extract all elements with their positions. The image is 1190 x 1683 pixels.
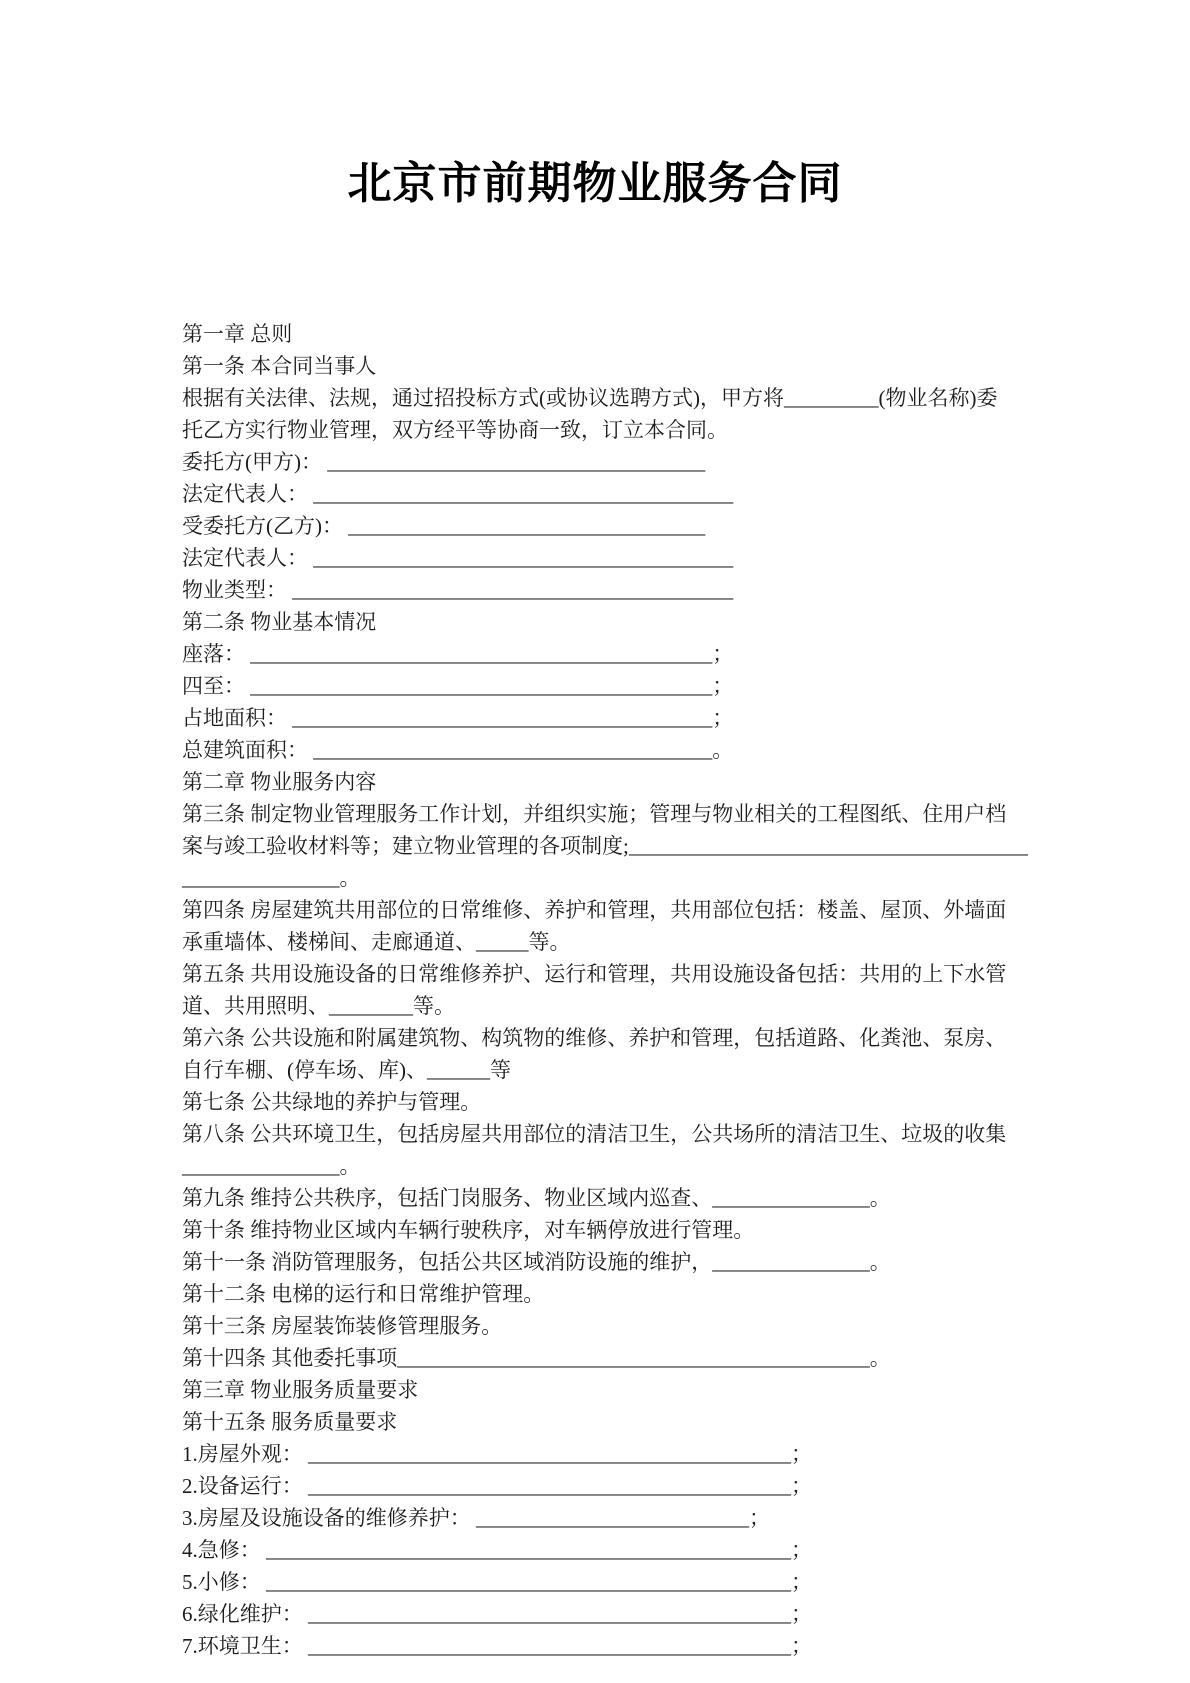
contract-line: _______________。 — [182, 866, 361, 890]
contract-line: 1.房屋外观： ______________________________________________； — [182, 1442, 812, 1466]
contract-line: 6.绿化维护： ______________________________________________； — [182, 1602, 812, 1626]
contract-line: 第八条 公共环境卫生，包括房屋共用部位的清洁卫生，公共场所的清洁卫生、垃圾的收集 — [182, 1122, 1007, 1146]
contract-line: 受委托方(乙方)： __________________________________ — [182, 514, 706, 538]
contract-line: 四至： ____________________________________________； — [182, 674, 734, 698]
contract-line: 承重墙体、楼梯间、走廊通道、_____等。 — [182, 930, 571, 954]
contract-line: 第二章 物业服务内容 — [182, 770, 377, 794]
contract-line: 根据有关法律、法规，通过招投标方式(或协议选聘方式)，甲方将_________(物业名称)委 — [182, 386, 998, 410]
contract-line: 第三章 物业服务质量要求 — [182, 1378, 419, 1402]
contract-line: 自行车棚、(停车场、库)、______等 — [182, 1058, 511, 1082]
contract-line: 3.房屋及设施设备的维修养护： __________________________； — [182, 1506, 770, 1530]
contract-line: 第七条 公共绿地的养护与管理。 — [182, 1090, 482, 1114]
contract-line: 座落： ____________________________________________； — [182, 642, 734, 666]
contract-line: _______________。 — [182, 1154, 361, 1178]
contract-line: 道、共用照明、________等。 — [182, 994, 455, 1018]
contract-line: 第三条 制定物业管理服务工作计划，并组织实施；管理与物业相关的工程图纸、住用户档 — [182, 802, 1007, 826]
contract-line: 4.急修： __________________________________________________； — [182, 1538, 812, 1562]
contract-line: 占地面积： ________________________________________； — [182, 706, 734, 730]
contract-line: 托乙方实行物业管理，双方经平等协商一致，订立本合同。 — [182, 418, 728, 442]
contract-line: 第六条 公共设施和附属建筑物、构筑物的维修、养护和管理，包括道路、化粪池、泵房、 — [182, 1026, 1007, 1050]
contract-line: 第九条 维持公共秩序，包括门岗服务、物业区域内巡查、_______________。 — [182, 1186, 891, 1210]
contract-line: 第一章 总则 — [182, 322, 293, 346]
contract-line: 法定代表人： ________________________________________ — [182, 546, 734, 570]
contract-line: 2.设备运行： ______________________________________________； — [182, 1474, 812, 1498]
contract-line: 第四条 房屋建筑共用部位的日常维修、养护和管理，共用部位包括：楼盖、屋顶、外墙面 — [182, 898, 1007, 922]
contract-line: 物业类型： __________________________________________ — [182, 578, 734, 602]
contract-line: 5.小修： __________________________________________________； — [182, 1570, 812, 1594]
contract-line: 总建筑面积： ______________________________________。 — [182, 738, 734, 762]
contract-line: 第一条 本合同当事人 — [182, 354, 377, 378]
contract-body — [182, 222, 1062, 1662]
contract-line: 第十条 维持物业区域内车辆行驶秩序，对车辆停放进行管理。 — [182, 1218, 755, 1242]
contract-line: 委托方(甲方)： ____________________________________ — [182, 450, 706, 474]
contract-line: 7.环境卫生： ______________________________________________； — [182, 1634, 812, 1658]
contract-line: 法定代表人： ________________________________________ — [182, 482, 734, 506]
contract-line: 第十一条 消防管理服务，包括公共区域消防设施的维护，_______________。 — [182, 1250, 891, 1274]
contract-line: 第十五条 服务质量要求 — [182, 1410, 398, 1434]
document-title: 北京市前期物业服务合同 — [347, 159, 843, 208]
contract-line: 案与竣工验收材料等；建立物业管理的各项制度;______________________________________ — [182, 834, 1028, 858]
contract-line: 第五条 共用设施设备的日常维修养护、运行和管理，共用设施设备包括：共用的上下水管 — [182, 962, 1007, 986]
contract-line: 第十三条 房屋装饰装修管理服务。 — [182, 1314, 503, 1338]
contract-line: 第十二条 电梯的运行和日常维护管理。 — [182, 1282, 545, 1306]
contract-line: 第十四条 其他委托事项_____________________________________________。 — [182, 1346, 891, 1370]
contract-line: 第二条 物业基本情况 — [182, 610, 377, 634]
